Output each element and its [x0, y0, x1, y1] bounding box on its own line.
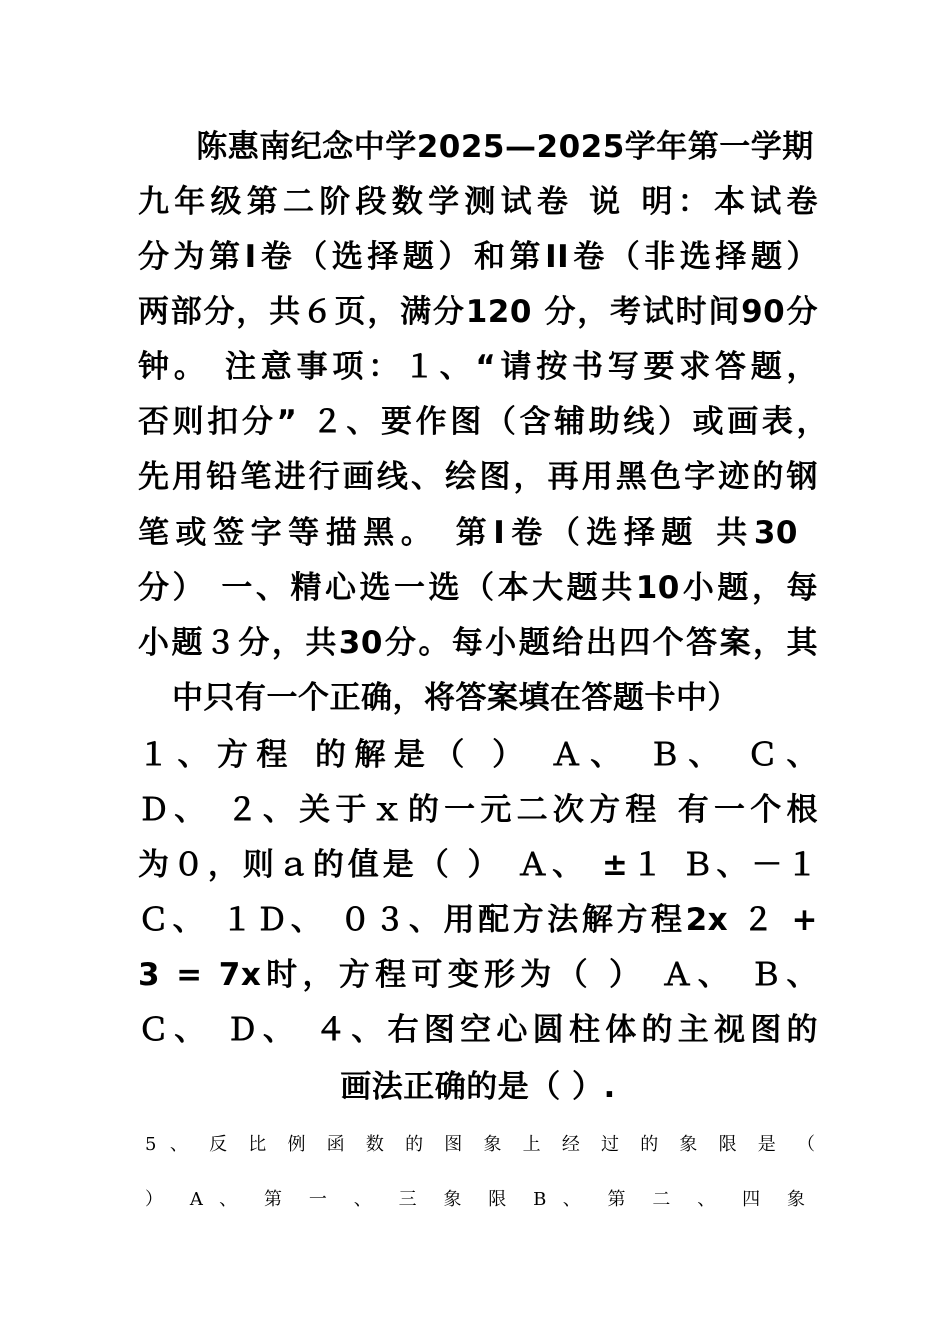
text-line-13: Ｄ、 ２、关于ｘ的一元二次方程 有一个根: [138, 792, 818, 828]
text-line-8: 笔或签字等描黑。 第Ⅰ卷（选择题 共30: [138, 515, 798, 551]
text-line-17: Ｃ、 Ｄ、 ４、右图空心圆柱体的主视图的: [138, 1012, 818, 1048]
text-line-10: 小题３分，共30分。每小题给出四个答案，其: [138, 625, 818, 661]
text-line-18: 画法正确的是（ ）.: [340, 1069, 616, 1105]
text-line-9: 分） 一、精心选一选（本大题共10小题，每: [138, 570, 818, 606]
text-line-4: 两部分，共６页，满分120 分，考试时间90分: [138, 294, 818, 330]
text-line-5: 钟。 注意事项：１、“请按书写要求答题，: [138, 349, 818, 385]
text-line-15: Ｃ、 １Ｄ、 ０３、用配方法解方程2x ２ +: [138, 902, 818, 938]
small-text-line-1: 5 、 反 比 例 函 数 的 图 象 上 经 过 的 象 限 是 （: [145, 1134, 816, 1155]
text-line-2: 九年级第二阶段数学测试卷 说 明：本试卷: [138, 184, 818, 220]
text-line-3: 分为第Ⅰ卷（选择题）和第II卷（非选择题）: [138, 239, 818, 275]
text-line-11: 中只有一个正确，将答案填在答题卡中）: [172, 680, 739, 716]
text-line-1: 陈惠南纪念中学2025—2025学年第一学期: [196, 129, 814, 165]
text-line-16: 3 = 7x时，方程可变形为（ ） Ａ、 Ｂ、: [138, 957, 818, 993]
small-text-line-2: ） A 、 第 一 、 三 象 限 B 、 第 二 、 四 象: [145, 1189, 805, 1210]
text-line-7: 先用铅笔进行画线、绘图，再用黑色字迹的钢: [138, 459, 818, 495]
text-line-12: １、方程 的解是（ ） Ａ、 Ｂ、 Ｃ、: [138, 737, 818, 773]
text-line-14: 为０，则ａ的值是（ ） Ａ、 ±１ Ｂ、－１: [138, 847, 818, 883]
text-line-6: 否则扣分” ２、要作图（含辅助线）或画表，: [138, 404, 828, 440]
